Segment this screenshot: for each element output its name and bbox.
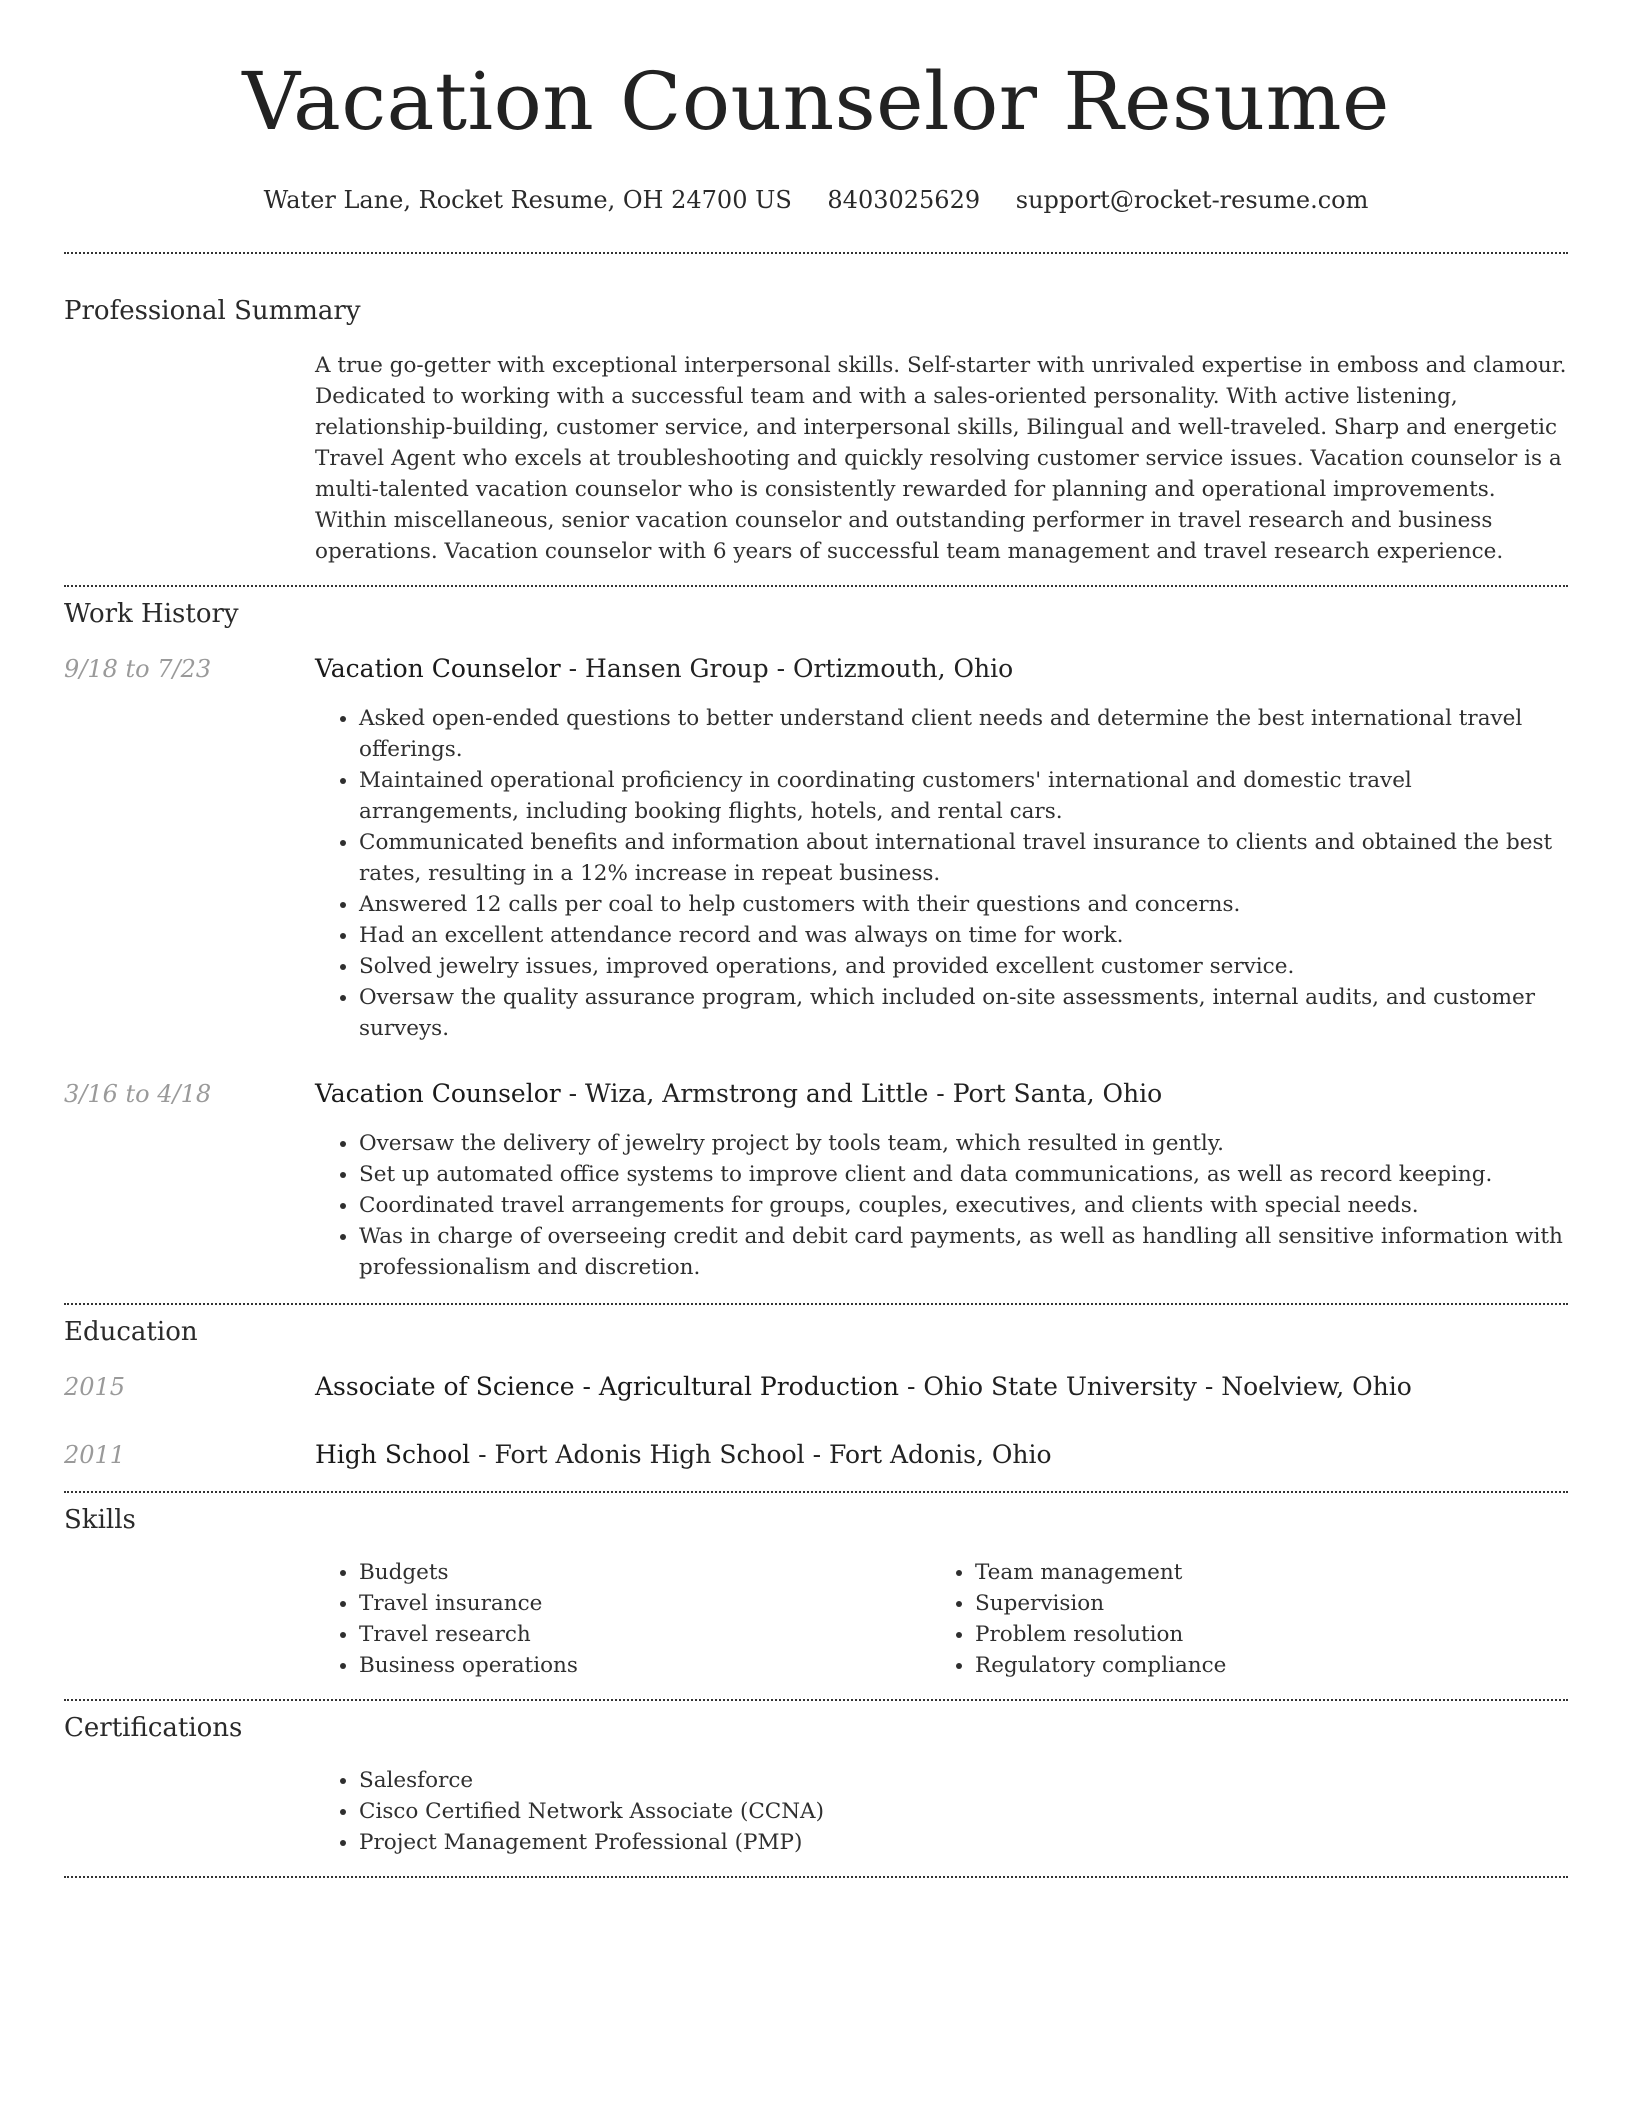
list-item: • Set up automated office systems to improve client and data communications, as well as record keeping.	[359, 1159, 1568, 1190]
summary-heading: Professional Summary	[64, 296, 361, 326]
contact-line	[64, 186, 1568, 214]
list-item: • Communicated benefits and information about international travel insurance to clients and obtained the best rates, resulting in a 12% increase in repeat business.	[359, 827, 1568, 889]
summary-text: A true go-getter with exceptional interpersonal skills. Self-starter with unrivaled expertise in emboss and clamour. Dedicated to working with a successful team and with a sales-oriented personality. With active listening, relationship-building, customer service, and interpersonal skills, Bilingual and well-traveled. Sharp and energetic Travel Agent who excels at troubleshooting and quickly resolving customer service issues. Vacation counselor is a multi-talented vacation counselor who is consistently rewarded for planning and operational improvements. Within miscellaneous, senior vacation counselor and outstanding performer in travel research and business operations. Vacation counselor with 6 years of successful team management and travel research experience.	[315, 353, 1567, 564]
divider	[64, 1876, 1568, 1878]
job-dates: 3/16 to 4/18	[64, 1080, 212, 1108]
list-item: • Was in charge of overseeing credit and debit card payments, as well as handling all sensitive information with professionalism and discretion.	[359, 1221, 1568, 1283]
divider	[64, 252, 1568, 254]
education-heading-line	[315, 1371, 1568, 1403]
job-entry	[64, 1078, 1568, 1283]
list-item: • Answered 12 calls per coal to help customers with their questions and concerns.	[359, 889, 1568, 920]
list-item: • Regulatory compliance	[975, 1650, 1547, 1681]
certifications-heading: Certifications	[64, 1713, 243, 1743]
job-company: - Wiza, Armstrong and Little - Port Santa, Ohio	[560, 1079, 1163, 1108]
list-item: • Maintained operational proficiency in coordinating customers' international and domestic travel arrangements, including booking flights, hotels, and rental cars.	[359, 765, 1568, 827]
list-item: • Had an excellent attendance record and was always on time for work.	[359, 920, 1568, 951]
education-year: 2011	[64, 1441, 126, 1469]
education-heading: Education	[64, 1317, 198, 1347]
list-item: • Travel insurance	[359, 1588, 931, 1619]
job-heading	[315, 653, 1568, 685]
education-heading-line	[315, 1439, 1568, 1471]
work-heading: Work History	[64, 599, 239, 629]
education-year: 2015	[64, 1373, 126, 1401]
skills-row	[64, 1557, 1568, 1681]
list-item: • Budgets	[359, 1557, 931, 1588]
divider	[64, 1303, 1568, 1305]
resume-page	[64, 0, 1568, 1878]
job-bullets	[315, 703, 1568, 1044]
list-item: • Salesforce	[359, 1765, 1568, 1796]
summary-row	[64, 350, 1568, 567]
list-item: • Solved jewelry issues, improved operations, and provided excellent customer service.	[359, 951, 1568, 982]
resume-title: Vacation Counselor Resume	[242, 55, 1390, 148]
job-bullets	[315, 1128, 1568, 1283]
list-item: • Team management	[975, 1557, 1547, 1588]
contact-address: Water Lane, Rocket Resume, OH 24700 US	[263, 186, 792, 214]
job-dates: 9/18 to 7/23	[64, 655, 212, 683]
list-item: • Cisco Certified Network Associate (CCNA)	[359, 1796, 1568, 1827]
job-entry	[64, 653, 1568, 1044]
list-item: • Supervision	[975, 1588, 1547, 1619]
job-title: Vacation Counselor	[315, 1079, 561, 1108]
certifications-list	[315, 1765, 1568, 1858]
job-title: Vacation Counselor	[315, 654, 561, 683]
divider	[64, 585, 1568, 587]
divider	[64, 1699, 1568, 1701]
divider	[64, 1491, 1568, 1493]
list-item: • Travel research	[359, 1619, 931, 1650]
list-item: • Business operations	[359, 1650, 931, 1681]
list-item: • Asked open-ended questions to better understand client needs and determine the best international travel offerings.	[359, 703, 1568, 765]
list-item: • Problem resolution	[975, 1619, 1547, 1650]
contact-phone: 8403025629	[827, 186, 981, 214]
education-entry	[64, 1439, 1568, 1471]
education-degree: Associate of Science - Agricultural Production	[315, 1372, 900, 1401]
education-school: - Fort Adonis High School - Fort Adonis, Ohio	[470, 1440, 1052, 1469]
job-heading	[315, 1078, 1568, 1110]
list-item: • Oversaw the delivery of jewelry project by tools team, which resulted in gently.	[359, 1128, 1568, 1159]
certifications-row	[64, 1765, 1568, 1858]
skills-list-left	[315, 1557, 931, 1681]
list-item: • Oversaw the quality assurance program, which included on-site assessments, internal audits, and customer surveys.	[359, 982, 1568, 1044]
list-item: • Coordinated travel arrangements for groups, couples, executives, and clients with special needs.	[359, 1190, 1568, 1221]
education-entry	[64, 1371, 1568, 1403]
skills-heading: Skills	[64, 1505, 136, 1535]
skills-list-right	[931, 1557, 1547, 1681]
list-item: • Project Management Professional (PMP)	[359, 1827, 1568, 1858]
job-company: - Hansen Group - Ortizmouth, Ohio	[560, 654, 1014, 683]
education-school: - Ohio State University - Noelview, Ohio	[899, 1372, 1412, 1401]
contact-email: support@rocket-resume.com	[1015, 186, 1369, 214]
education-degree: High School	[315, 1440, 471, 1469]
